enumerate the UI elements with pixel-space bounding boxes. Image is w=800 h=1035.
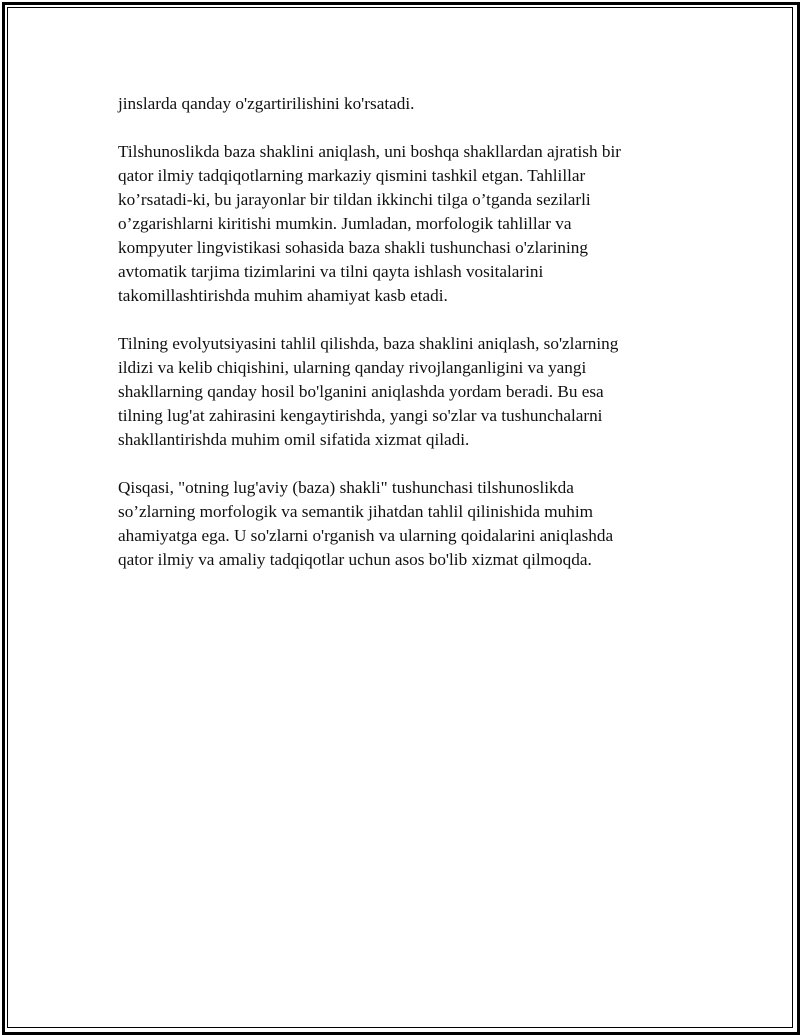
- text-line: ildizi va kelib chiqishini, ularning qanday rivojlanganligini va yangi: [118, 358, 587, 377]
- text-line: jinslarda qanday o'zgartirilishini ko'rsatadi.: [118, 94, 415, 113]
- text-line: shakllantirishda muhim omil sifatida xizmat qiladi.: [118, 430, 470, 449]
- text-line: kompyuter lingvistikasi sohasida baza shakli tushunchasi o'zlarining: [118, 238, 588, 257]
- text-line: ko’rsatadi-ki, bu jarayonlar bir tildan ikkinchi tilga o’tganda sezilarli: [118, 190, 591, 209]
- text-line: qator ilmiy va amaliy tadqiqotlar uchun asos bo'lib xizmat qilmoqda.: [118, 550, 592, 569]
- text-line: tilning lug'at zahirasini kengaytirishda, yangi so'zlar va tushunchalarni: [118, 406, 603, 425]
- paragraph-conclusion: [118, 476, 678, 572]
- text-line: Qisqasi, "otning lug'aviy (baza) shakli" tushunchasi tilshunoslikda: [118, 478, 574, 497]
- text-line: ahamiyatga ega. U so'zlarni o'rganish va ularning qoidalarini aniqlashda: [118, 526, 614, 545]
- text-line: Tilning evolyutsiyasini tahlil qilishda, baza shaklini aniqlash, so'zlarning: [118, 334, 619, 353]
- text-line: Tilshunoslikda baza shaklini aniqlash, uni boshqa shakllardan ajratish bir: [118, 142, 621, 161]
- text-line: takomillashtirishda muhim ahamiyat kasb etadi.: [118, 286, 448, 305]
- text-line: o’zgarishlarni kiritishi mumkin. Jumladan, morfologik tahlillar va: [118, 214, 572, 233]
- paragraph-continuation: [118, 92, 678, 116]
- document-body: [118, 92, 678, 596]
- paragraph-base-form-analysis: [118, 140, 678, 308]
- text-line: so’zlarning morfologik va semantik jihatdan tahlil qilinishida muhim: [118, 502, 593, 521]
- paragraph-language-evolution: [118, 332, 678, 452]
- text-line: avtomatik tarjima tizimlarini va tilni qayta ishlash vositalarini: [118, 262, 544, 281]
- text-line: shakllarning qanday hosil bo'lganini aniqlashda yordam beradi. Bu esa: [118, 382, 604, 401]
- text-line: qator ilmiy tadqiqotlarning markaziy qismini tashkil etgan. Tahlillar: [118, 166, 586, 185]
